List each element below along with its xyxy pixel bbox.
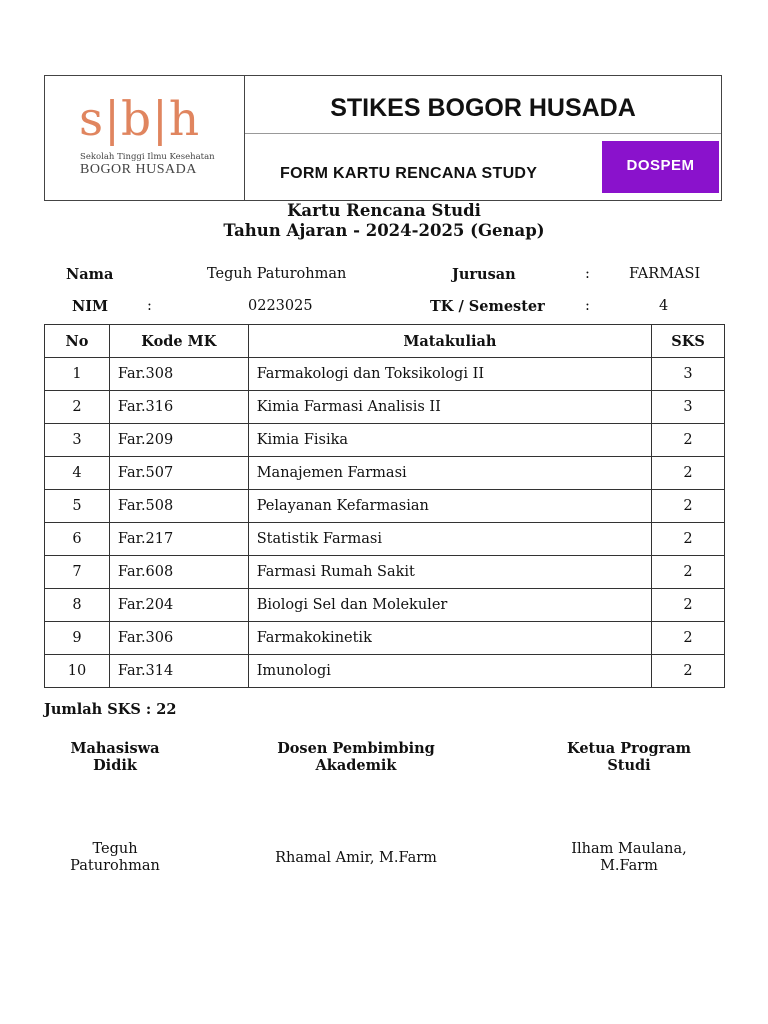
table-row [45, 622, 725, 655]
cell-matakuliah: Farmakologi dan Toksikologi II [248, 358, 651, 391]
table-row [45, 358, 725, 391]
logo-name: BOGOR HUSADA [80, 162, 197, 177]
table-row [45, 589, 725, 622]
logo-subtitle: Sekolah Tinggi Ilmu Kesehatan [80, 152, 215, 162]
cell-kode: Far.217 [109, 523, 248, 556]
cell-sks: 2 [652, 424, 725, 457]
nim-separator: : [147, 298, 152, 314]
head-title-line1: Ketua Program [567, 740, 691, 757]
semester-separator: : [585, 298, 590, 314]
header-no: No [45, 325, 110, 358]
advisor-signatory: Rhamal Amir, M.Farm [275, 850, 437, 866]
cell-matakuliah: Kimia Fisika [248, 424, 651, 457]
table-row [45, 391, 725, 424]
student-title-line2: Didik [93, 757, 137, 774]
head-name-line1: Ilham Maulana, [571, 841, 687, 857]
table-header-row [45, 325, 725, 358]
cell-kode: Far.204 [109, 589, 248, 622]
table-row [45, 655, 725, 688]
cell-matakuliah: Manajemen Farmasi [248, 457, 651, 490]
header-sks: SKS [652, 325, 725, 358]
total-sks: Jumlah SKS : 22 [44, 701, 177, 718]
cell-no: 10 [45, 655, 110, 688]
form-title: FORM KARTU RENCANA STUDY [280, 165, 538, 182]
student-title-line1: Mahasiswa [70, 740, 160, 757]
cell-no: 6 [45, 523, 110, 556]
cell-sks: 2 [652, 622, 725, 655]
table-row [45, 490, 725, 523]
institution-title: STIKES BOGOR HUSADA [245, 76, 721, 134]
cell-no: 9 [45, 622, 110, 655]
cell-sks: 2 [652, 589, 725, 622]
nim-value: 0223025 [248, 298, 313, 314]
semester-value: 4 [659, 298, 669, 314]
document-title: Kartu Rencana Studi [287, 201, 481, 220]
logo [45, 76, 245, 200]
cell-kode: Far.608 [109, 556, 248, 589]
cell-sks: 2 [652, 490, 725, 523]
student-name-line1: Teguh [92, 841, 138, 857]
cell-no: 7 [45, 556, 110, 589]
advisor-title-line2: Akademik [315, 757, 397, 774]
cell-sks: 2 [652, 556, 725, 589]
cell-sks: 3 [652, 358, 725, 391]
table-row [45, 424, 725, 457]
academic-year: Tahun Ajaran - 2024-2025 (Genap) [223, 221, 545, 240]
head-signatory [554, 841, 704, 875]
advisor-signature-title [271, 740, 441, 774]
cell-no: 1 [45, 358, 110, 391]
cell-no: 4 [45, 457, 110, 490]
cell-sks: 2 [652, 457, 725, 490]
cell-matakuliah: Statistik Farmasi [248, 523, 651, 556]
cell-sks: 2 [652, 523, 725, 556]
course-table [44, 324, 725, 688]
cell-kode: Far.508 [109, 490, 248, 523]
table-row [45, 556, 725, 589]
cell-kode: Far.209 [109, 424, 248, 457]
dospem-badge: DOSPEM [602, 141, 719, 193]
cell-matakuliah: Biologi Sel dan Molekuler [248, 589, 651, 622]
cell-no: 3 [45, 424, 110, 457]
student-name-line2: Paturohman [70, 858, 160, 874]
cell-kode: Far.306 [109, 622, 248, 655]
student-name: Teguh Paturohman [207, 266, 347, 282]
cell-kode: Far.308 [109, 358, 248, 391]
cell-sks: 3 [652, 391, 725, 424]
cell-matakuliah: Farmasi Rumah Sakit [248, 556, 651, 589]
logo-mark: s|b|h [79, 92, 201, 147]
semester-label: TK / Semester [430, 298, 545, 315]
cell-sks: 2 [652, 655, 725, 688]
advisor-title-line1: Dosen Pembimbing [277, 740, 435, 757]
head-title-line2: Studi [607, 757, 651, 774]
cell-matakuliah: Farmakokinetik [248, 622, 651, 655]
head-signature-title [554, 740, 704, 774]
major-separator: : [585, 266, 590, 282]
header-matakuliah: Matakuliah [248, 325, 651, 358]
table-row [45, 523, 725, 556]
cell-kode: Far.316 [109, 391, 248, 424]
form-header [44, 75, 722, 201]
header-kode-mk: Kode MK [109, 325, 248, 358]
cell-no: 5 [45, 490, 110, 523]
cell-kode: Far.507 [109, 457, 248, 490]
cell-matakuliah: Pelayanan Kefarmasian [248, 490, 651, 523]
major-label: Jurusan [452, 266, 516, 283]
major-value: FARMASI [629, 266, 701, 282]
student-signature-title [55, 740, 175, 774]
name-label: Nama [66, 266, 114, 283]
cell-kode: Far.314 [109, 655, 248, 688]
cell-no: 8 [45, 589, 110, 622]
cell-no: 2 [45, 391, 110, 424]
nim-label: NIM [72, 298, 109, 315]
cell-matakuliah: Imunologi [248, 655, 651, 688]
table-row [45, 457, 725, 490]
cell-matakuliah: Kimia Farmasi Analisis II [248, 391, 651, 424]
head-name-line2: M.Farm [600, 858, 658, 874]
student-signatory [55, 841, 175, 875]
